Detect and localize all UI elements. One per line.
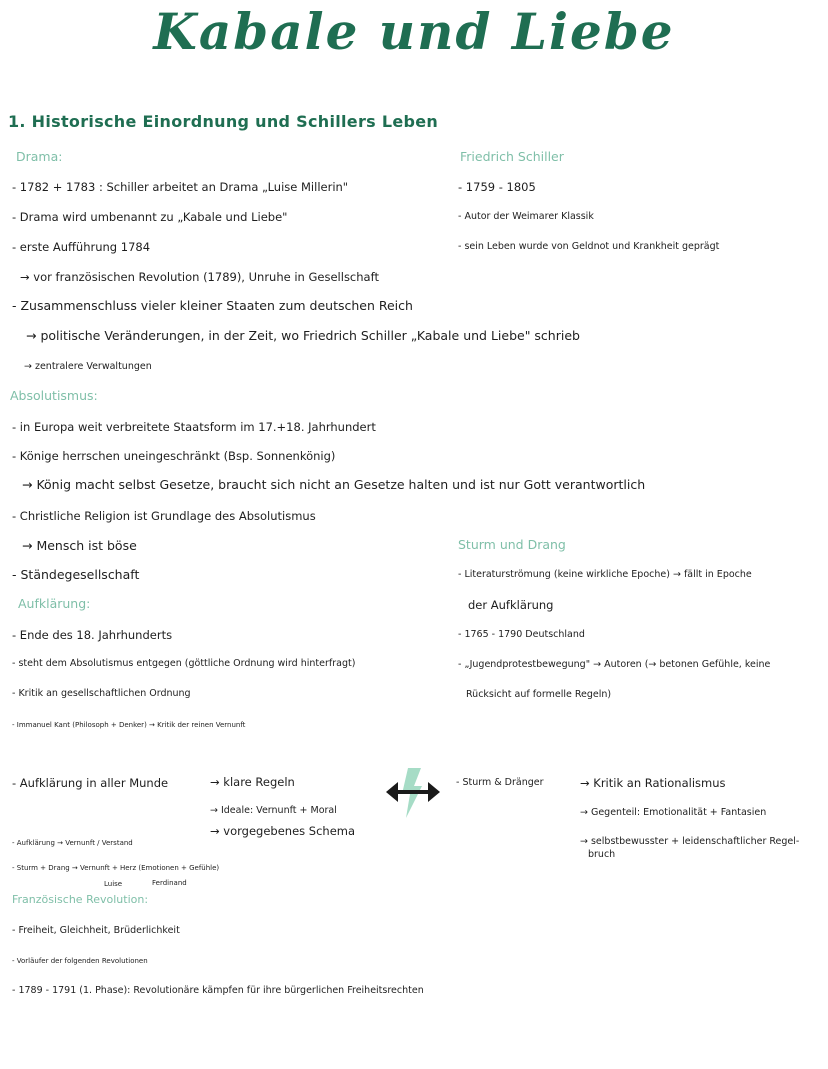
revolution-line-3: - 1789 - 1791 (1. Phase): Revolutionäre kämpfen für ihre bürgerlichen Freiheitsrechten bbox=[12, 985, 424, 996]
compare-left-line-b1: - Aufklärung → Vernunft / Verstand bbox=[12, 839, 133, 847]
compare-right-point-1: → Kritik an Rationalismus bbox=[580, 776, 726, 790]
absolutismus-line-3: → König macht selbst Gesetze, braucht sich nicht an Gesetze halten und ist nur Gott verantwortlich bbox=[22, 477, 646, 492]
aufklaerung-line-4: - Immanuel Kant (Philosoph + Denker) → Kritik der reinen Vernunft bbox=[12, 721, 246, 729]
drama-line-6: → politische Veränderungen, in der Zeit, wo Friedrich Schiller „Kabale und Liebe" schrieb bbox=[26, 328, 580, 343]
schiller-line-1: - 1759 - 1805 bbox=[458, 180, 536, 194]
compare-right-point-3: → selbstbewusster + leidenschaftlicher Regel- bbox=[580, 836, 800, 847]
absolutismus-line-1: - in Europa weit verbreitete Staatsform im 17.+18. Jahrhundert bbox=[12, 420, 376, 434]
aufklaerung-line-1: - Ende des 18. Jahrhunderts bbox=[12, 628, 173, 642]
drama-heading: Drama: bbox=[16, 149, 63, 164]
compare-right-point-4: bruch bbox=[588, 849, 616, 860]
drama-line-5: - Zusammenschluss vieler kleiner Staaten zum deutschen Reich bbox=[12, 298, 413, 313]
drama-line-1: - 1782 + 1783 : Schiller arbeitet an Drama „Luise Millerin" bbox=[12, 180, 349, 194]
sturm-line-1: - Literaturströmung (keine wirkliche Epoche) → fällt in Epoche bbox=[458, 569, 752, 580]
absolutismus-line-6: - Ständegesellschaft bbox=[12, 567, 140, 582]
drama-line-4: → vor französischen Revolution (1789), Unruhe in Gesellschaft bbox=[20, 270, 379, 284]
section-heading: 1. Historische Einordnung und Schillers Leben bbox=[8, 112, 439, 131]
drama-line-3: - erste Aufführung 1784 bbox=[12, 240, 151, 254]
sturm-heading: Sturm und Drang bbox=[458, 537, 566, 552]
aufklaerung-heading: Aufklärung: bbox=[18, 596, 91, 611]
schiller-line-2: - Autor der Weimarer Klassik bbox=[458, 211, 594, 222]
compare-left-main: - Aufklärung in aller Munde bbox=[12, 776, 169, 790]
compare-left-point-1: → klare Regeln bbox=[210, 775, 295, 789]
absolutismus-line-4: - Christliche Religion ist Grundlage des Absolutismus bbox=[12, 509, 316, 523]
revolution-heading: Französische Revolution: bbox=[12, 893, 149, 906]
absolutismus-line-2: - Könige herrschen uneingeschränkt (Bsp. Sonnenkönig) bbox=[12, 449, 336, 463]
compare-right-main: - Sturm & Dränger bbox=[456, 777, 544, 788]
lightning-bolt-icon bbox=[384, 766, 442, 820]
aufklaerung-line-3: - Kritik an gesellschaftlichen Ordnung bbox=[12, 688, 191, 699]
revolution-line-2: - Vorläufer der folgenden Revolutionen bbox=[12, 957, 148, 965]
drama-line-7: → zentralere Verwaltungen bbox=[24, 361, 152, 372]
sturm-line-4: - „Jugendprotestbewegung" → Autoren (→ betonen Gefühle, keine bbox=[458, 659, 771, 670]
sturm-line-3: - 1765 - 1790 Deutschland bbox=[458, 629, 585, 640]
compare-left-point-2: → Ideale: Vernunft + Moral bbox=[210, 805, 337, 816]
compare-left-point-3: → vorgegebenes Schema bbox=[210, 824, 356, 838]
sturm-line-5: Rücksicht auf formelle Regeln) bbox=[466, 689, 612, 700]
absolutismus-heading: Absolutismus: bbox=[10, 388, 98, 403]
compare-left-sub-luise: Luise bbox=[104, 880, 123, 888]
page-title: Kabale und Liebe bbox=[153, 2, 675, 61]
schiller-line-3: - sein Leben wurde von Geldnot und Krankheit geprägt bbox=[458, 241, 720, 252]
schiller-heading: Friedrich Schiller bbox=[460, 149, 564, 164]
sturm-line-2: der Aufklärung bbox=[468, 598, 554, 612]
compare-right-point-2: → Gegenteil: Emotionalität + Fantasien bbox=[580, 807, 767, 818]
compare-left-line-b2: - Sturm + Drang → Vernunft + Herz (Emotionen + Gefühle) bbox=[12, 864, 220, 872]
compare-left-sub-ferdinand: Ferdinand bbox=[152, 879, 187, 887]
aufklaerung-line-2: - steht dem Absolutismus entgegen (göttliche Ordnung wird hinterfragt) bbox=[12, 658, 356, 669]
revolution-line-1: - Freiheit, Gleichheit, Brüderlichkeit bbox=[12, 925, 180, 936]
drama-line-2: - Drama wird umbenannt zu „Kabale und Liebe" bbox=[12, 210, 288, 224]
absolutismus-line-5: → Mensch ist böse bbox=[22, 538, 137, 553]
